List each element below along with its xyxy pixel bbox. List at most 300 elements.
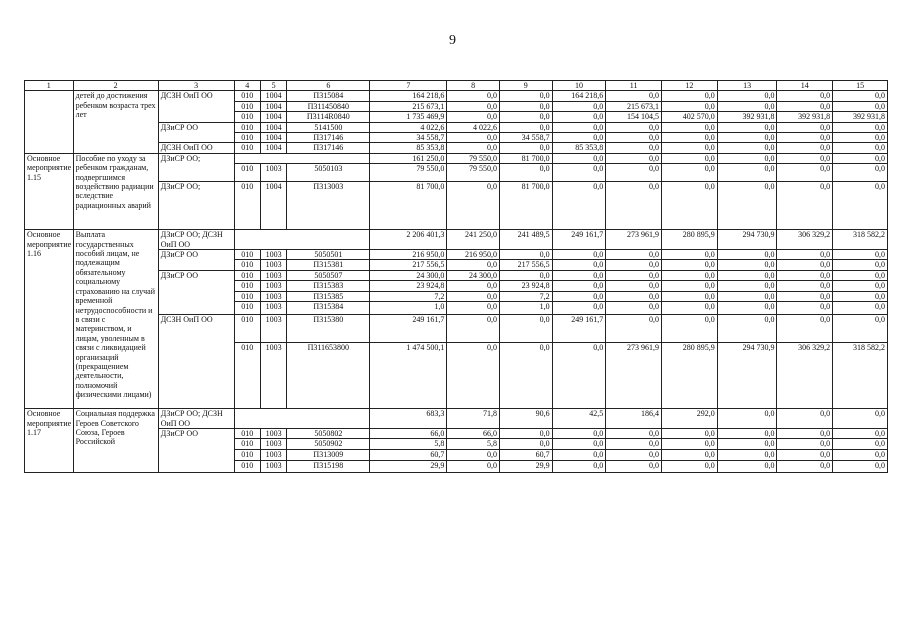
year-amount-cell: 0,0 bbox=[662, 133, 718, 143]
year-amount-cell: 0,0 bbox=[777, 260, 833, 270]
total-amount-cell: 683,3 bbox=[370, 409, 447, 429]
grbs-cell: 010 bbox=[234, 182, 260, 230]
year-amount-cell: 85 353,8 bbox=[552, 143, 606, 153]
year-amount-cell: 0,0 bbox=[717, 122, 777, 132]
year-amount-cell: 0,0 bbox=[833, 449, 888, 460]
year-amount-cell: 0,0 bbox=[833, 281, 888, 291]
section-cell: 1003 bbox=[260, 164, 286, 182]
target-article-cell: 5141500 bbox=[287, 122, 370, 132]
year-amount-cell: 0,0 bbox=[777, 302, 833, 315]
target-article-cell: П315380 bbox=[287, 315, 370, 343]
section-cell: 1003 bbox=[260, 281, 286, 291]
year-amount-cell: 0,0 bbox=[552, 164, 606, 182]
total-amount-cell: 217 556,5 bbox=[370, 260, 447, 270]
target-article-cell: П311450840 bbox=[287, 101, 370, 111]
year-amount-cell: 0,0 bbox=[777, 439, 833, 449]
year-amount-cell: 29,9 bbox=[499, 460, 552, 472]
year-amount-cell: 0,0 bbox=[777, 250, 833, 260]
year-amount-cell: 0,0 bbox=[662, 143, 718, 153]
year-amount-cell: 0,0 bbox=[662, 439, 718, 449]
total-amount-cell: 164 218,6 bbox=[370, 91, 447, 101]
total-amount-cell: 216 950,0 bbox=[370, 250, 447, 260]
year-amount-cell: 0,0 bbox=[717, 302, 777, 315]
code-cell-empty bbox=[234, 153, 370, 163]
grbs-cell: 010 bbox=[234, 250, 260, 260]
year-amount-cell: 241 489,5 bbox=[499, 230, 552, 250]
year-amount-cell: 7,2 bbox=[499, 291, 552, 301]
year-amount-cell: 0,0 bbox=[662, 281, 718, 291]
year-amount-cell: 0,0 bbox=[777, 291, 833, 301]
target-article-cell: П317146 bbox=[287, 133, 370, 143]
year-amount-cell: 0,0 bbox=[447, 260, 500, 270]
year-amount-cell: 0,0 bbox=[833, 409, 888, 429]
measure-name-cell: Социальная поддержка Героев Советского Союза, Героев Российской bbox=[73, 409, 158, 473]
year-amount-cell: 0,0 bbox=[717, 449, 777, 460]
year-amount-cell: 0,0 bbox=[833, 133, 888, 143]
total-amount-cell: 66,0 bbox=[370, 428, 447, 438]
year-amount-cell: 0,0 bbox=[447, 91, 500, 101]
year-amount-cell: 0,0 bbox=[662, 315, 718, 343]
grbs-cell: 010 bbox=[234, 343, 260, 409]
column-number-header: 13 bbox=[717, 81, 777, 91]
grbs-cell: 010 bbox=[234, 315, 260, 343]
year-amount-cell: 0,0 bbox=[662, 153, 718, 163]
year-amount-cell: 0,0 bbox=[717, 281, 777, 291]
year-amount-cell: 0,0 bbox=[552, 291, 606, 301]
year-amount-cell: 154 104,5 bbox=[606, 112, 662, 122]
year-amount-cell: 0,0 bbox=[833, 270, 888, 280]
year-amount-cell: 0,0 bbox=[552, 122, 606, 132]
section-cell: 1003 bbox=[260, 428, 286, 438]
year-amount-cell: 81 700,0 bbox=[499, 153, 552, 163]
executor-cell: ДСЗН ОиП ОО bbox=[158, 91, 234, 122]
target-article-cell: 5050103 bbox=[287, 164, 370, 182]
section-cell: 1004 bbox=[260, 122, 286, 132]
executor-cell: ДСЗН ОиП ОО bbox=[158, 315, 234, 409]
year-amount-cell: 0,0 bbox=[833, 315, 888, 343]
year-amount-cell: 215 673,1 bbox=[606, 101, 662, 111]
target-article-cell: П317146 bbox=[287, 143, 370, 153]
executor-cell: ДЗиСР ОО; bbox=[158, 182, 234, 230]
year-amount-cell: 0,0 bbox=[499, 270, 552, 280]
year-amount-cell: 0,0 bbox=[662, 302, 718, 315]
year-amount-cell: 66,0 bbox=[447, 428, 500, 438]
target-article-cell: 5050507 bbox=[287, 270, 370, 280]
year-amount-cell: 0,0 bbox=[717, 409, 777, 429]
table-row bbox=[25, 409, 888, 429]
year-amount-cell: 0,0 bbox=[717, 460, 777, 472]
year-amount-cell: 0,0 bbox=[606, 182, 662, 230]
measure-name-cell: Пособие по уходу за ребенком гражданам, подвергшимся воздействию радиации вследствие радиационных аварий bbox=[73, 153, 158, 229]
year-amount-cell: 273 961,9 bbox=[606, 343, 662, 409]
total-amount-cell: 81 700,0 bbox=[370, 182, 447, 230]
total-amount-cell: 1 735 469,9 bbox=[370, 112, 447, 122]
year-amount-cell: 0,0 bbox=[499, 315, 552, 343]
year-amount-cell: 0,0 bbox=[606, 315, 662, 343]
year-amount-cell: 0,0 bbox=[552, 428, 606, 438]
target-article-cell: П315198 bbox=[287, 460, 370, 472]
year-amount-cell: 0,0 bbox=[662, 182, 718, 230]
table-row bbox=[25, 153, 888, 163]
year-amount-cell: 0,0 bbox=[662, 250, 718, 260]
grbs-cell: 010 bbox=[234, 439, 260, 449]
year-amount-cell: 0,0 bbox=[552, 260, 606, 270]
year-amount-cell: 0,0 bbox=[662, 122, 718, 132]
section-cell: 1003 bbox=[260, 250, 286, 260]
grbs-cell: 010 bbox=[234, 460, 260, 472]
year-amount-cell: 0,0 bbox=[717, 164, 777, 182]
target-article-cell: 5050802 bbox=[287, 428, 370, 438]
year-amount-cell: 402 570,0 bbox=[662, 112, 718, 122]
year-amount-cell: 306 329,2 bbox=[777, 343, 833, 409]
year-amount-cell: 0,0 bbox=[833, 122, 888, 132]
year-amount-cell: 0,0 bbox=[717, 428, 777, 438]
executor-cell: ДЗиСР ОО; ДСЗН ОиП ОО bbox=[158, 230, 234, 250]
year-amount-cell: 0,0 bbox=[777, 164, 833, 182]
year-amount-cell: 294 730,9 bbox=[717, 230, 777, 250]
year-amount-cell: 0,0 bbox=[833, 302, 888, 315]
year-amount-cell: 0,0 bbox=[833, 460, 888, 472]
measure-code-cell bbox=[25, 91, 74, 153]
grbs-cell: 010 bbox=[234, 91, 260, 101]
year-amount-cell: 0,0 bbox=[552, 343, 606, 409]
year-amount-cell: 0,0 bbox=[447, 281, 500, 291]
year-amount-cell: 0,0 bbox=[606, 291, 662, 301]
total-amount-cell: 5,8 bbox=[370, 439, 447, 449]
target-article-cell: П315084 bbox=[287, 91, 370, 101]
year-amount-cell: 1,0 bbox=[499, 302, 552, 315]
year-amount-cell: 0,0 bbox=[499, 428, 552, 438]
year-amount-cell: 0,0 bbox=[552, 449, 606, 460]
year-amount-cell: 0,0 bbox=[833, 260, 888, 270]
grbs-cell: 010 bbox=[234, 133, 260, 143]
year-amount-cell: 164 218,6 bbox=[552, 91, 606, 101]
year-amount-cell: 0,0 bbox=[447, 302, 500, 315]
year-amount-cell: 0,0 bbox=[717, 133, 777, 143]
year-amount-cell: 0,0 bbox=[833, 164, 888, 182]
target-article-cell: 5050501 bbox=[287, 250, 370, 260]
year-amount-cell: 0,0 bbox=[447, 112, 500, 122]
total-amount-cell: 85 353,8 bbox=[370, 143, 447, 153]
year-amount-cell: 0,0 bbox=[499, 101, 552, 111]
target-article-cell: П311653800 bbox=[287, 343, 370, 409]
column-number-header: 2 bbox=[73, 81, 158, 91]
total-amount-cell: 215 673,1 bbox=[370, 101, 447, 111]
total-amount-cell: 79 550,0 bbox=[370, 164, 447, 182]
year-amount-cell: 0,0 bbox=[833, 153, 888, 163]
total-amount-cell: 7,2 bbox=[370, 291, 447, 301]
target-article-cell: П3114R0840 bbox=[287, 112, 370, 122]
section-cell: 1004 bbox=[260, 91, 286, 101]
column-number-header: 3 bbox=[158, 81, 234, 91]
year-amount-cell: 0,0 bbox=[833, 250, 888, 260]
year-amount-cell: 0,0 bbox=[552, 153, 606, 163]
year-amount-cell: 0,0 bbox=[447, 315, 500, 343]
year-amount-cell: 249 161,7 bbox=[552, 230, 606, 250]
executor-cell: ДЗиСР ОО bbox=[158, 270, 234, 314]
section-cell: 1003 bbox=[260, 270, 286, 280]
total-amount-cell: 249 161,7 bbox=[370, 315, 447, 343]
code-cell-empty bbox=[234, 230, 370, 250]
column-number-header: 5 bbox=[260, 81, 286, 91]
year-amount-cell: 0,0 bbox=[777, 182, 833, 230]
year-amount-cell: 24 300,0 bbox=[447, 270, 500, 280]
year-amount-cell: 0,0 bbox=[606, 164, 662, 182]
year-amount-cell: 0,0 bbox=[552, 439, 606, 449]
year-amount-cell: 0,0 bbox=[717, 101, 777, 111]
section-cell: 1003 bbox=[260, 315, 286, 343]
table-row bbox=[25, 91, 888, 101]
section-cell: 1004 bbox=[260, 133, 286, 143]
total-amount-cell: 60,7 bbox=[370, 449, 447, 460]
year-amount-cell: 0,0 bbox=[662, 460, 718, 472]
year-amount-cell: 0,0 bbox=[777, 315, 833, 343]
grbs-cell: 010 bbox=[234, 281, 260, 291]
year-amount-cell: 294 730,9 bbox=[717, 343, 777, 409]
grbs-cell: 010 bbox=[234, 101, 260, 111]
section-cell: 1003 bbox=[260, 343, 286, 409]
year-amount-cell: 0,0 bbox=[606, 260, 662, 270]
year-amount-cell: 0,0 bbox=[717, 260, 777, 270]
year-amount-cell: 0,0 bbox=[717, 182, 777, 230]
year-amount-cell: 0,0 bbox=[833, 101, 888, 111]
year-amount-cell: 0,0 bbox=[833, 428, 888, 438]
column-number-header: 4 bbox=[234, 81, 260, 91]
measure-code-cell: Основное мероприятие 1.17 bbox=[25, 409, 74, 473]
year-amount-cell: 0,0 bbox=[447, 143, 500, 153]
target-article-cell: П315384 bbox=[287, 302, 370, 315]
year-amount-cell: 0,0 bbox=[447, 460, 500, 472]
total-amount-cell: 161 250,0 bbox=[370, 153, 447, 163]
total-amount-cell: 24 300,0 bbox=[370, 270, 447, 280]
year-amount-cell: 0,0 bbox=[606, 428, 662, 438]
page-number: 9 bbox=[449, 33, 456, 48]
year-amount-cell: 0,0 bbox=[606, 460, 662, 472]
target-article-cell: 5050902 bbox=[287, 439, 370, 449]
year-amount-cell: 0,0 bbox=[499, 122, 552, 132]
year-amount-cell: 0,0 bbox=[552, 460, 606, 472]
year-amount-cell: 0,0 bbox=[606, 302, 662, 315]
year-amount-cell: 0,0 bbox=[552, 302, 606, 315]
column-number-header: 12 bbox=[662, 81, 718, 91]
total-amount-cell: 1 474 500,1 bbox=[370, 343, 447, 409]
year-amount-cell: 0,0 bbox=[552, 112, 606, 122]
year-amount-cell: 273 961,9 bbox=[606, 230, 662, 250]
year-amount-cell: 0,0 bbox=[499, 343, 552, 409]
year-amount-cell: 81 700,0 bbox=[499, 182, 552, 230]
year-amount-cell: 0,0 bbox=[833, 291, 888, 301]
target-article-cell: П313003 bbox=[287, 182, 370, 230]
year-amount-cell: 0,0 bbox=[552, 250, 606, 260]
column-number-header: 6 bbox=[287, 81, 370, 91]
grbs-cell: 010 bbox=[234, 449, 260, 460]
year-amount-cell: 241 250,0 bbox=[447, 230, 500, 250]
executor-cell: ДЗиСР ОО bbox=[158, 428, 234, 472]
year-amount-cell: 0,0 bbox=[777, 449, 833, 460]
grbs-cell: 010 bbox=[234, 260, 260, 270]
year-amount-cell: 0,0 bbox=[833, 143, 888, 153]
year-amount-cell: 0,0 bbox=[717, 315, 777, 343]
year-amount-cell: 0,0 bbox=[552, 133, 606, 143]
year-amount-cell: 0,0 bbox=[606, 270, 662, 280]
year-amount-cell: 90,6 bbox=[499, 409, 552, 429]
year-amount-cell: 0,0 bbox=[447, 101, 500, 111]
year-amount-cell: 0,0 bbox=[447, 449, 500, 460]
year-amount-cell: 0,0 bbox=[777, 122, 833, 132]
total-amount-cell: 34 558,7 bbox=[370, 133, 447, 143]
grbs-cell: 010 bbox=[234, 143, 260, 153]
year-amount-cell: 0,0 bbox=[777, 428, 833, 438]
target-article-cell: П313009 bbox=[287, 449, 370, 460]
year-amount-cell: 217 556,5 bbox=[499, 260, 552, 270]
year-amount-cell: 0,0 bbox=[833, 182, 888, 230]
year-amount-cell: 392 931,8 bbox=[717, 112, 777, 122]
year-amount-cell: 0,0 bbox=[777, 91, 833, 101]
year-amount-cell: 0,0 bbox=[606, 143, 662, 153]
executor-cell: ДЗиСР ОО bbox=[158, 250, 234, 271]
executor-cell: ДЗиСР ОО; bbox=[158, 153, 234, 181]
year-amount-cell: 0,0 bbox=[499, 91, 552, 101]
year-amount-cell: 23 924,8 bbox=[499, 281, 552, 291]
year-amount-cell: 0,0 bbox=[499, 143, 552, 153]
year-amount-cell: 0,0 bbox=[606, 250, 662, 260]
year-amount-cell: 0,0 bbox=[717, 143, 777, 153]
year-amount-cell: 60,7 bbox=[499, 449, 552, 460]
year-amount-cell: 0,0 bbox=[447, 343, 500, 409]
measure-code-cell: Основное мероприятие 1.15 bbox=[25, 153, 74, 229]
section-cell: 1004 bbox=[260, 143, 286, 153]
target-article-cell: П315385 bbox=[287, 291, 370, 301]
year-amount-cell: 0,0 bbox=[662, 428, 718, 438]
year-amount-cell: 280 895,9 bbox=[662, 230, 718, 250]
section-cell: 1003 bbox=[260, 291, 286, 301]
year-amount-cell: 318 582,2 bbox=[833, 343, 888, 409]
section-cell: 1003 bbox=[260, 449, 286, 460]
year-amount-cell: 0,0 bbox=[662, 164, 718, 182]
year-amount-cell: 0,0 bbox=[662, 291, 718, 301]
year-amount-cell: 392 931,8 bbox=[833, 112, 888, 122]
year-amount-cell: 0,0 bbox=[447, 182, 500, 230]
year-amount-cell: 0,0 bbox=[777, 460, 833, 472]
column-number-header: 10 bbox=[552, 81, 606, 91]
year-amount-cell: 0,0 bbox=[606, 122, 662, 132]
year-amount-cell: 0,0 bbox=[552, 101, 606, 111]
year-amount-cell: 0,0 bbox=[833, 439, 888, 449]
target-article-cell: П315381 bbox=[287, 260, 370, 270]
year-amount-cell: 0,0 bbox=[777, 133, 833, 143]
year-amount-cell: 71,8 bbox=[447, 409, 500, 429]
column-number-header: 14 bbox=[777, 81, 833, 91]
year-amount-cell: 216 950,0 bbox=[447, 250, 500, 260]
year-amount-cell: 0,0 bbox=[499, 250, 552, 260]
column-number-header: 15 bbox=[833, 81, 888, 91]
section-cell: 1004 bbox=[260, 101, 286, 111]
total-amount-cell: 4 022,6 bbox=[370, 122, 447, 132]
year-amount-cell: 249 161,7 bbox=[552, 315, 606, 343]
total-amount-cell: 2 206 401,3 bbox=[370, 230, 447, 250]
year-amount-cell: 0,0 bbox=[662, 91, 718, 101]
year-amount-cell: 0,0 bbox=[499, 112, 552, 122]
total-amount-cell: 29,9 bbox=[370, 460, 447, 472]
grbs-cell: 010 bbox=[234, 428, 260, 438]
year-amount-cell: 0,0 bbox=[662, 270, 718, 280]
executor-cell: ДЗиСР ОО; ДСЗН ОиП ОО bbox=[158, 409, 234, 429]
grbs-cell: 010 bbox=[234, 164, 260, 182]
year-amount-cell: 0,0 bbox=[717, 250, 777, 260]
year-amount-cell: 392 931,8 bbox=[777, 112, 833, 122]
measure-name-cell: детей до достижения ребенком возраста трех лет bbox=[73, 91, 158, 153]
year-amount-cell: 0,0 bbox=[552, 182, 606, 230]
column-number-header: 8 bbox=[447, 81, 500, 91]
column-number-header: 7 bbox=[370, 81, 447, 91]
column-number-header: 9 bbox=[499, 81, 552, 91]
measure-code-cell: Основное мероприятие 1.16 bbox=[25, 230, 74, 409]
year-amount-cell: 0,0 bbox=[499, 164, 552, 182]
year-amount-cell: 4 022,6 bbox=[447, 122, 500, 132]
year-amount-cell: 0,0 bbox=[662, 449, 718, 460]
column-number-header: 11 bbox=[606, 81, 662, 91]
executor-cell: ДСЗН ОиП ОО bbox=[158, 143, 234, 153]
column-number-row bbox=[25, 81, 888, 91]
year-amount-cell: 306 329,2 bbox=[777, 230, 833, 250]
section-cell: 1003 bbox=[260, 439, 286, 449]
section-cell: 1004 bbox=[260, 112, 286, 122]
year-amount-cell: 0,0 bbox=[717, 91, 777, 101]
executor-cell: ДЗиСР ОО bbox=[158, 122, 234, 143]
grbs-cell: 010 bbox=[234, 302, 260, 315]
year-amount-cell: 280 895,9 bbox=[662, 343, 718, 409]
year-amount-cell: 0,0 bbox=[717, 153, 777, 163]
grbs-cell: 010 bbox=[234, 291, 260, 301]
year-amount-cell: 0,0 bbox=[717, 439, 777, 449]
year-amount-cell: 292,0 bbox=[662, 409, 718, 429]
year-amount-cell: 0,0 bbox=[777, 143, 833, 153]
year-amount-cell: 0,0 bbox=[777, 153, 833, 163]
year-amount-cell: 0,0 bbox=[606, 449, 662, 460]
year-amount-cell: 0,0 bbox=[606, 281, 662, 291]
year-amount-cell: 0,0 bbox=[717, 291, 777, 301]
target-article-cell: П315383 bbox=[287, 281, 370, 291]
table-row bbox=[25, 230, 888, 250]
year-amount-cell: 0,0 bbox=[447, 291, 500, 301]
total-amount-cell: 1,0 bbox=[370, 302, 447, 315]
section-cell: 1003 bbox=[260, 260, 286, 270]
grbs-cell: 010 bbox=[234, 122, 260, 132]
year-amount-cell: 0,0 bbox=[777, 101, 833, 111]
year-amount-cell: 0,0 bbox=[777, 281, 833, 291]
year-amount-cell: 0,0 bbox=[662, 101, 718, 111]
column-number-header: 1 bbox=[25, 81, 74, 91]
budget-table bbox=[24, 80, 888, 473]
year-amount-cell: 0,0 bbox=[499, 439, 552, 449]
year-amount-cell: 0,0 bbox=[777, 409, 833, 429]
year-amount-cell: 0,0 bbox=[833, 91, 888, 101]
year-amount-cell: 5,8 bbox=[447, 439, 500, 449]
total-amount-cell: 23 924,8 bbox=[370, 281, 447, 291]
year-amount-cell: 42,5 bbox=[552, 409, 606, 429]
year-amount-cell: 0,0 bbox=[777, 270, 833, 280]
year-amount-cell: 0,0 bbox=[717, 270, 777, 280]
grbs-cell: 010 bbox=[234, 112, 260, 122]
measure-name-cell: Выплата государственных пособий лицам, не подлежащим обязательному социальному страхованию на случай временной нетрудоспособности и в связи с материнством, и лицам, уволенным в связи с ликвидацией организаций (прекращением деятельности, полномочий физическими лицами) bbox=[73, 230, 158, 409]
year-amount-cell: 0,0 bbox=[606, 91, 662, 101]
year-amount-cell: 0,0 bbox=[552, 270, 606, 280]
year-amount-cell: 0,0 bbox=[662, 260, 718, 270]
year-amount-cell: 0,0 bbox=[606, 133, 662, 143]
year-amount-cell: 0,0 bbox=[606, 153, 662, 163]
year-amount-cell: 79 550,0 bbox=[447, 164, 500, 182]
grbs-cell: 010 bbox=[234, 270, 260, 280]
